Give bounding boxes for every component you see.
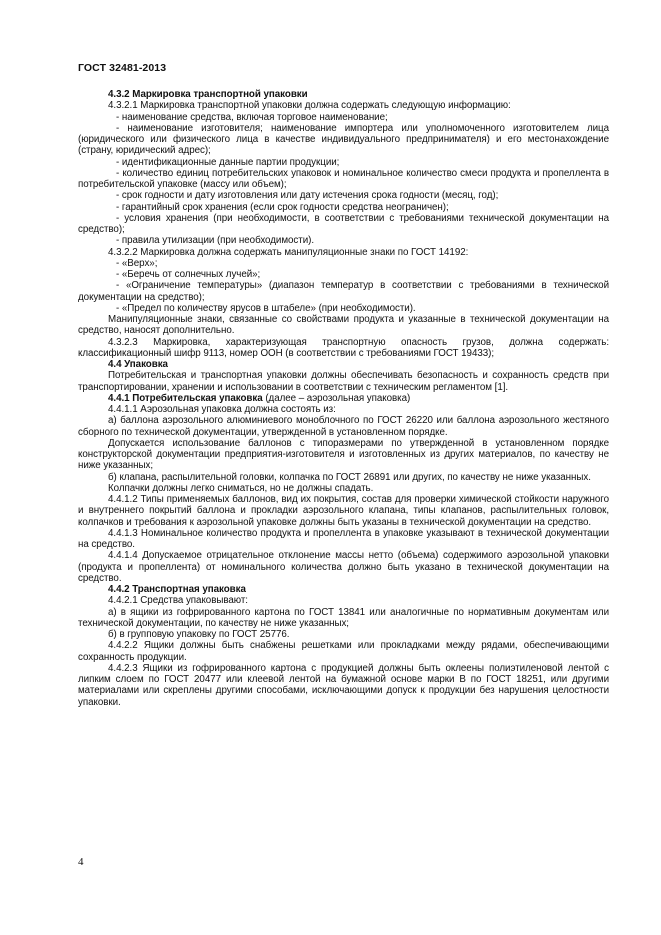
- list-item: - наименование изготовителя; наименование импортера или уполномоченного изготовителем лица (юридического или физического лица в качестве индивидуального предпринимателя) и его местонахождение (страну, юридический адрес);: [78, 122, 609, 157]
- section-title-4-4-1-rest: (далее – аэрозольная упаковка): [262, 392, 411, 404]
- list-item: - «Верх»;: [116, 257, 158, 269]
- document-code: ГОСТ 32481-2013: [78, 62, 167, 74]
- paragraph-4-3-2-2: 4.3.2.2 Маркировка должна содержать манипуляционные знаки по ГОСТ 14192:: [108, 246, 469, 258]
- paragraph-4-4-2-1: 4.4.2.1 Средства упаковывают:: [108, 595, 248, 607]
- list-item: - условия хранения (при необходимости, в соответствии с требованиями технической документации на средство);: [78, 212, 609, 235]
- paragraph-4-4-1-3: 4.4.1.3 Номинальное количество продукта и пропеллента в упаковке указывают в технической документации на средство.: [78, 527, 609, 550]
- list-item: - идентификационные данные партии продукции;: [116, 156, 340, 168]
- paragraph-note: Колпачки должны легко сниматься, но не должны спадать.: [108, 482, 374, 494]
- list-item: - «Предел по количеству ярусов в штабеле» (при необходимости).: [116, 302, 416, 314]
- page-number: 4: [78, 856, 84, 868]
- paragraph-note: Допускается использование баллонов с типоразмерами по утвержденной в установленном порядке конструкторской документации предприятия-изготовителя и изготовленных из других материалов, по качеству не ниже указанных;: [78, 437, 609, 472]
- section-title-4-3-2: 4.3.2 Маркировка транспортной упаковки: [108, 89, 308, 100]
- paragraph-item-b: б) в групповую упаковку по ГОСТ 25776.: [108, 629, 290, 640]
- paragraph-item-b: б) клапана, распылительной головки, колпачка по ГОСТ 26891 или других, по качеству не ниже указанных.: [108, 471, 591, 483]
- paragraph-4-3-2-3: 4.3.2.3 Маркировка, характеризующая транспортную опасность грузов, должна содержать: классификационный шифр 9113, номер ООН (в соответствии с требованиями ГОСТ 19433);: [78, 336, 609, 359]
- paragraph-4-3-2-1: 4.3.2.1 Маркировка транспортной упаковки должна содержать следующую информацию:: [108, 100, 511, 112]
- list-item: - «Ограничение температуры» (диапазон температур в соответствии с требованиями в технической документации на средство);: [78, 280, 609, 303]
- list-item: - «Беречь от солнечных лучей»;: [116, 269, 261, 280]
- paragraph-4-4-2-2: 4.4.2.2 Ящики должны быть снабжены решетками или прокладками между рядами, обеспечивающими сохранность продукции.: [78, 640, 609, 663]
- section-title-4-4-2: 4.4.2 Транспортная упаковка: [108, 584, 246, 595]
- list-item: - гарантийный срок хранения (если срок годности средства неограничен);: [116, 201, 449, 213]
- section-title-4-4-1: [78, 393, 609, 404]
- list-item: - количество единиц потребительских упаковок и номинальное количество смеси продукта и пропеллента в потребительской упаковке (массу или объем);: [78, 167, 609, 190]
- paragraph-note: Манипуляционные знаки, связанные со свойствами продукта и указанные в технической документации на средство, наносят дополнительно.: [78, 314, 609, 337]
- paragraph-4-4-1-4: 4.4.1.4 Допускаемое отрицательное отклонение массы нетто (объема) содержимого аэрозольной упаковки (продукта и пропеллента) от номинального количества должно быть указано в технической документации на средство.: [78, 550, 609, 584]
- list-item: - срок годности и дату изготовления или дату истечения срока годности (месяц, год);: [116, 190, 499, 202]
- paragraph-4-4-1-1: 4.4.1.1 Аэрозольная упаковка должна состоять из:: [108, 404, 336, 415]
- list-item: - правила утилизации (при необходимости).: [116, 235, 315, 247]
- document-body: [78, 89, 609, 708]
- paragraph-4-4-2-3: 4.4.2.3 Ящики из гофрированного картона с продукцией должны быть оклеены полиэтиленовой лентой с липким слоем по ГОСТ 20477 или клеевой лентой на бумажной основе марки В по ГОСТ 18251, или другими материалами или скреплены другими способами, исключающими допуск к продукции без нарушения целостности упаковки.: [78, 662, 609, 708]
- section-title-4-4-1-bold: 4.4.1 Потребительская упаковка: [108, 392, 263, 404]
- paragraph-4-4-1-2: 4.4.1.2 Типы применяемых баллонов, вид их покрытия, состав для проверки химической стойкости наружного и внутреннего покрытий баллона и прокладки аэрозольного клапана, типы клапанов, распылительных головок, колпачков и требования к аэрозольной упаковке должны быть указаны в технической документации на средство.: [78, 494, 609, 528]
- paragraph-item-a: а) баллона аэрозольного алюминиевого моноблочного по ГОСТ 26220 или баллона аэрозольного жестяного сборного по технической документации, утвержденной в установленном порядке.: [78, 415, 609, 438]
- list-item: - наименование средства, включая торговое наименование;: [116, 111, 388, 123]
- paragraph-item-a: а) в ящики из гофрированного картона по ГОСТ 13841 или аналогичные по нормативным документам или технической документации, по качеству не ниже указанных;: [78, 606, 609, 629]
- paragraph-4-4: Потребительская и транспортная упаковки должны обеспечивать безопасность и сохранность средств при транспортировании, хранении и использовании в соответствии с техническим регламентом [1].: [78, 370, 609, 393]
- section-title-4-4: 4.4 Упаковка: [108, 359, 168, 370]
